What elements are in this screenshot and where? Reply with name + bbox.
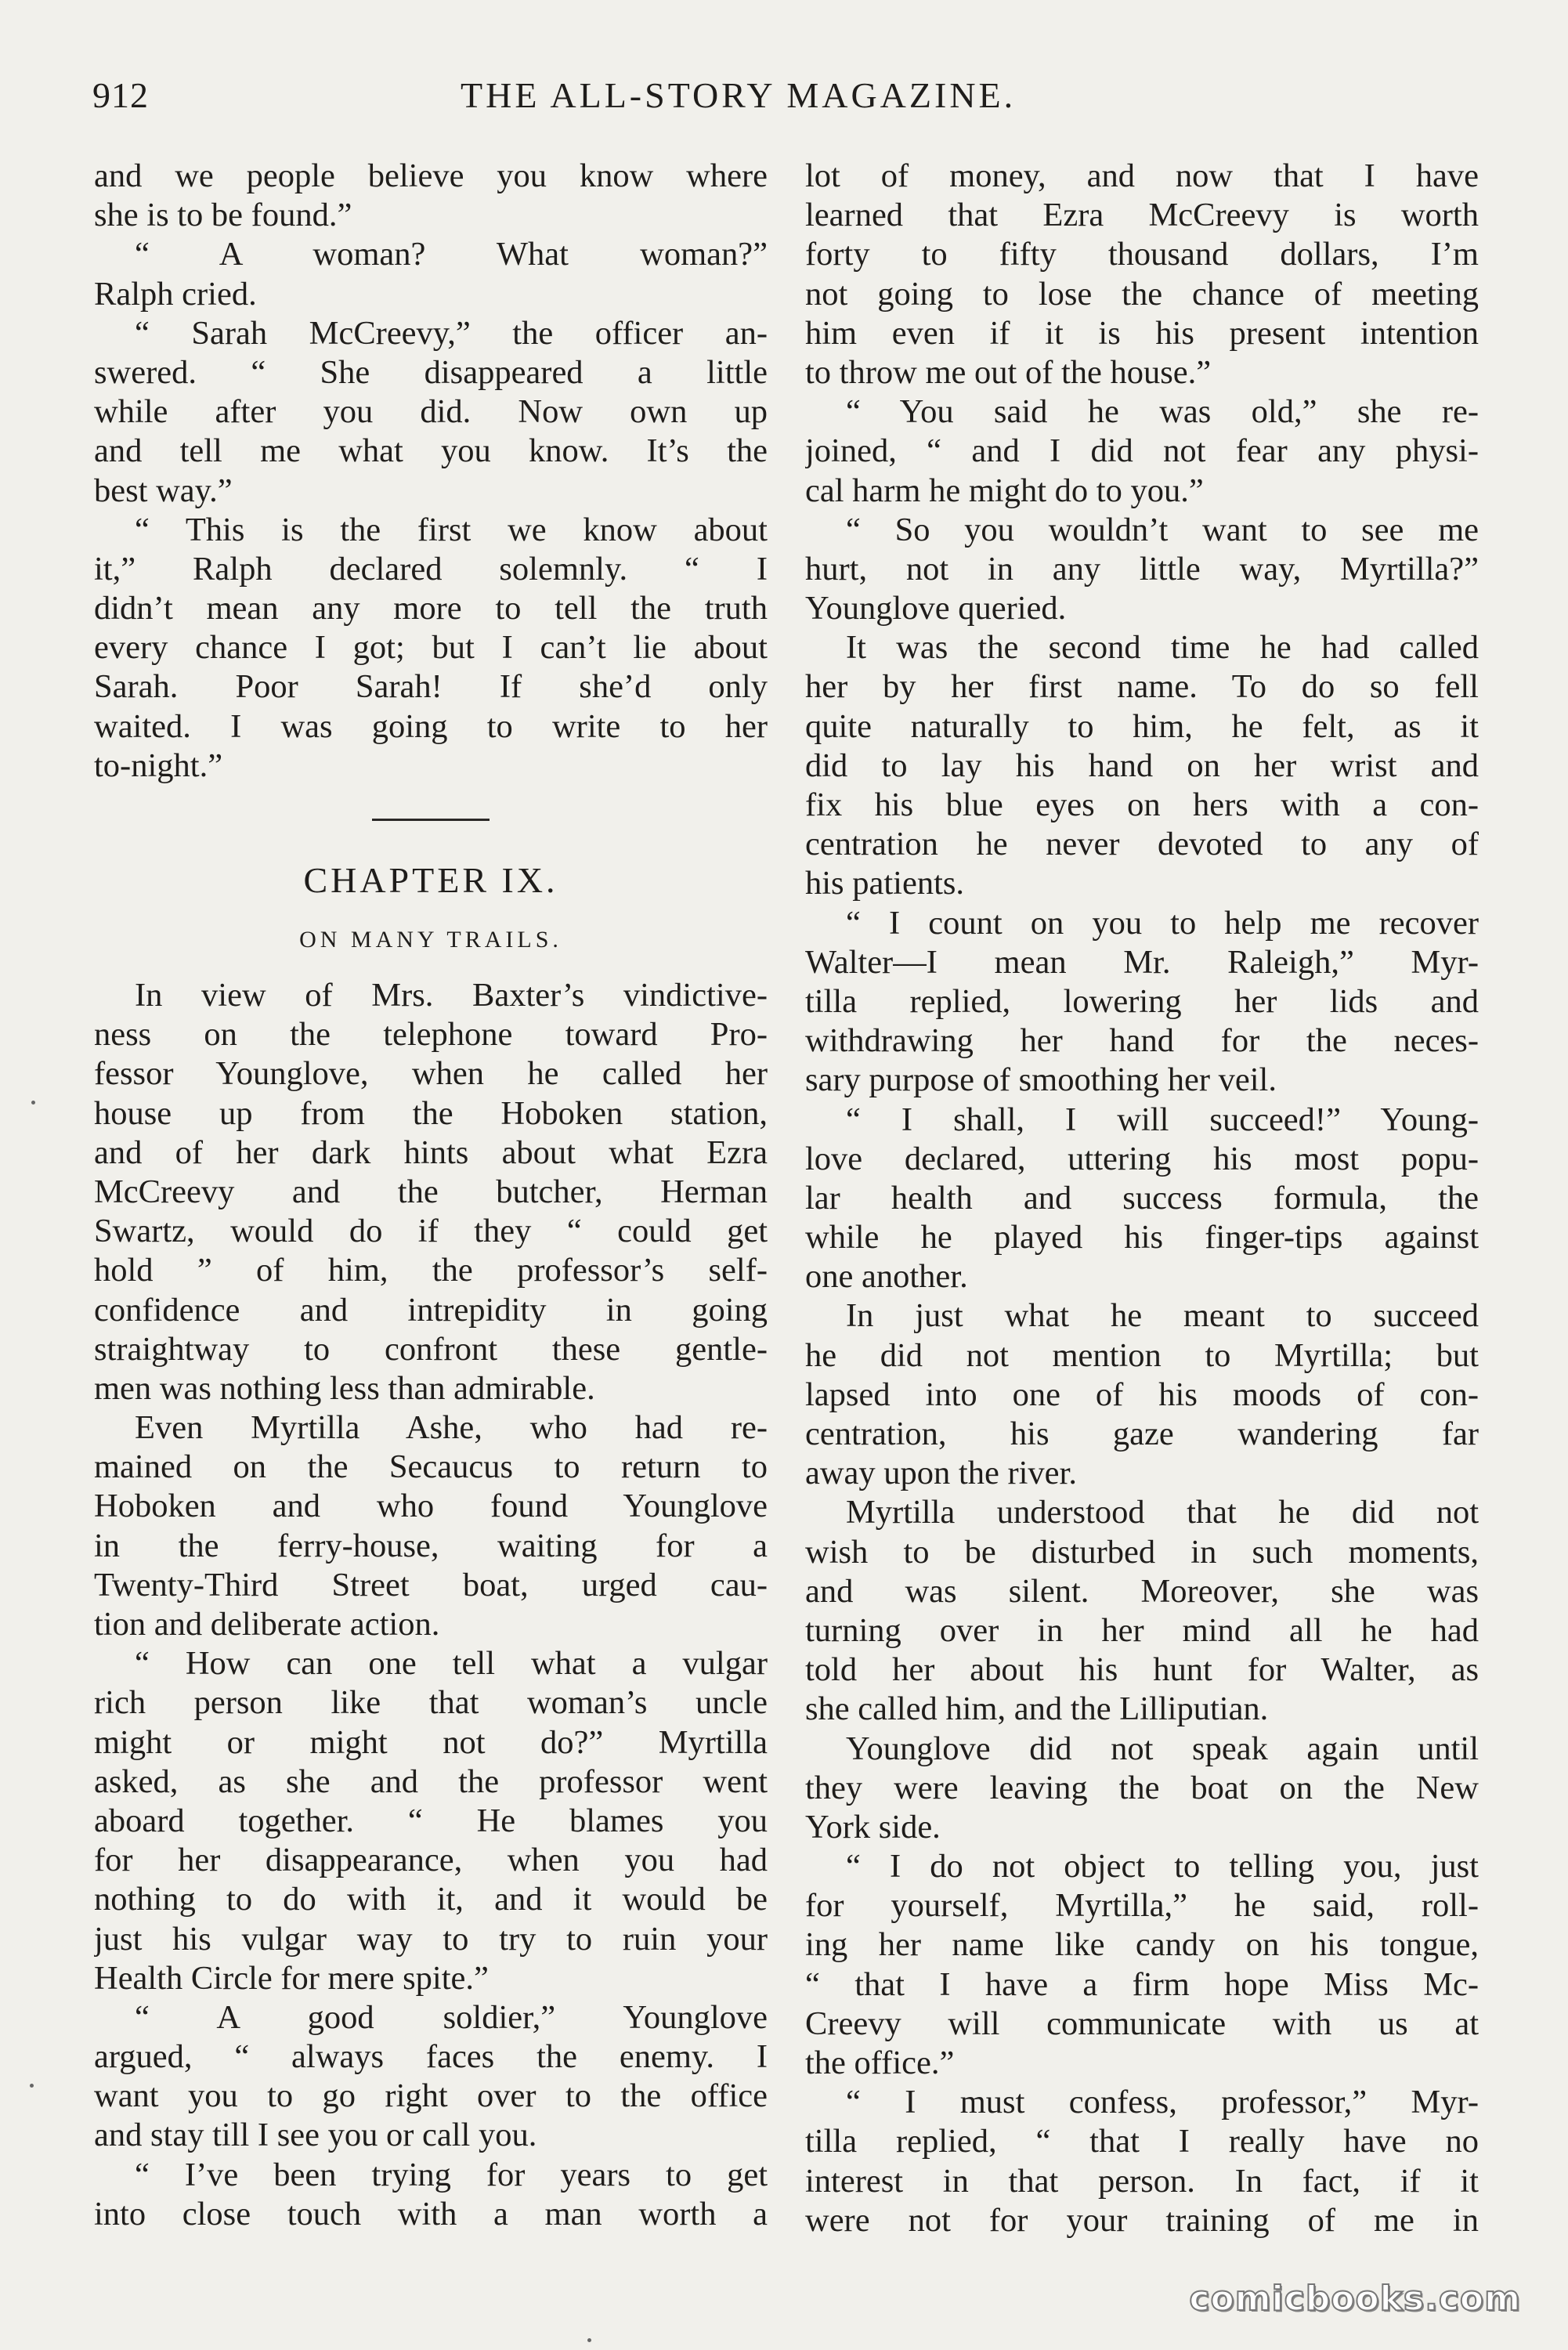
text-line: mained on the Secaucus to return to [94,1448,768,1486]
text-line: just his vulgar way to try to ruin your [94,1920,768,1958]
text-line: It was the second time he had called [846,629,1479,667]
text-line: wish to be disturbed in such moments, [805,1533,1479,1571]
text-line: Even Myrtilla Ashe, who had re- [135,1409,768,1447]
text-line: McCreevy and the butcher, Herman [94,1173,768,1210]
paper-speck [30,2084,34,2088]
text-line: confidence and intrepidity in going [94,1291,768,1329]
text-line: “ I shall, I will succeed!” Young- [846,1101,1479,1138]
left-text-after-chapter [94,976,768,2234]
text-line: aboard together. “ He blames you [94,1802,768,1839]
text-line: centration, his gaze wandering far [805,1415,1479,1452]
text-line: fix his blue eyes on hers with a con- [805,786,1479,823]
text-line: and tell me what you know. It’s the [94,432,768,470]
text-line: away upon the river. [805,1455,1077,1492]
text-line: waited. I was going to write to her [94,707,768,745]
text-line: ness on the telephone toward Pro- [94,1016,768,1054]
text-line: joined, “ and I did not fear any physi- [805,432,1479,470]
text-line: it,” Ralph declared solemnly. “ I [94,550,768,588]
text-line: rich person like that woman’s uncle [94,1684,768,1722]
text-line: quite naturally to him, he felt, as it [805,707,1479,745]
text-line: they were leaving the boat on the New [805,1769,1479,1806]
text-line: Hoboken and who found Younglove [94,1488,768,1525]
text-line: he did not mention to Myrtilla; but [805,1336,1479,1374]
text-line: Younglove did not speak again until [846,1730,1479,1767]
text-line: In just what he meant to succeed [846,1297,1479,1335]
text-line: lot of money, and now that I have [805,157,1479,194]
text-line: to throw me out of the house.” [805,353,1212,391]
text-line: his patients. [805,865,965,902]
text-line: Ralph cried. [94,275,257,313]
text-line: swered. “ She disappeared a little [94,353,768,391]
paper-speck [31,1101,35,1104]
text-line: and of her dark hints about what Ezra [94,1133,768,1171]
chapter-divider [372,819,490,821]
text-line: ing her name like candy on his tongue, [805,1926,1479,1964]
text-line: Walter—I mean Mr. Raleigh,” Myr- [805,943,1479,981]
text-line: tilla replied, lowering her lids and [805,982,1479,1020]
text-line: didn’t mean any more to tell the truth [94,590,768,627]
text-line: Creevy will communicate with us at [805,2005,1479,2042]
text-line: centration he never devoted to any of [805,826,1479,863]
text-line: learned that Ezra McCreevy is worth [805,197,1479,234]
text-line: sary purpose of smoothing her veil. [805,1061,1277,1099]
text-line: York side. [805,1808,941,1846]
left-column [94,157,768,2234]
text-line: Twenty-Third Street boat, urged cau- [94,1566,768,1603]
text-line: him even if it is his present intention [805,314,1479,352]
text-line: to-night.” [94,747,223,784]
running-head [92,74,1479,129]
watermark-logo: comicbooks.com [1189,2279,1521,2319]
text-line: forty to fifty thousand dollars, I’m [805,236,1479,273]
text-line: Health Circle for mere spite.” [94,1959,489,1997]
text-line: tion and deliberate action. [94,1606,440,1643]
text-line: for her disappearance, when you had [94,1842,768,1879]
text-line: her by her first name. To do so fell [805,668,1479,706]
text-line: one another. [805,1258,968,1296]
text-line: Myrtilla understood that he did not [846,1494,1479,1531]
text-line: into close touch with a man worth a [94,2195,768,2232]
text-line: love declared, uttering his most popu- [805,1140,1479,1177]
right-text [805,157,1479,2240]
text-line: want you to go right over to the office [94,2077,768,2115]
left-text-before-chapter [94,157,768,786]
text-line: turning over in her mind all he had [805,1611,1479,1649]
text-line: “ How can one tell what a vulgar [135,1645,768,1683]
text-line: “ I do not object to telling you, just [846,1848,1479,1885]
text-line: for yourself, Myrtilla,” he said, roll- [805,1887,1479,1925]
text-line: Sarah. Poor Sarah! If she’d only [94,668,768,706]
text-line: “ A good soldier,” Younglove [135,1998,768,2036]
text-line: Swartz, would do if they “ could get [94,1213,768,1250]
text-line: Younglove queried. [805,590,1067,627]
text-line: and stay till I see you or call you. [94,2117,537,2154]
text-line: lapsed into one of his moods of con- [805,1376,1479,1413]
text-line: “ A woman? What woman?” [135,236,768,273]
text-line: the office.” [805,2044,955,2081]
paper-speck [587,2338,591,2342]
text-line: every chance I got; but I can’t lie about [94,629,768,667]
text-line: and was silent. Moreover, she was [805,1572,1479,1610]
text-line: In view of Mrs. Baxter’s vindictive- [135,977,768,1014]
text-line: not going to lose the chance of meeting [805,275,1479,313]
text-line: hold ” of him, the professor’s self- [94,1252,768,1289]
text-line: argued, “ always faces the enemy. I [94,2038,768,2076]
text-line: men was nothing less than admirable. [94,1369,595,1407]
text-line: nothing to do with it, and it would be [94,1881,768,1918]
text-line: house up from the Hoboken station, [94,1094,768,1132]
text-line: she called him, and the Lilliputian. [805,1690,1269,1728]
text-line: straightway to confront these gentle- [94,1330,768,1368]
text-line: “ You said he was old,” she re- [846,393,1479,431]
chapter-subtitle: ON MANY TRAILS. [299,927,562,953]
text-line: were not for your training of me in [805,2201,1479,2239]
text-line: while after you did. Now own up [94,393,768,431]
text-line: hurt, not in any little way, Myrtilla?” [805,550,1479,588]
text-line: fessor Younglove, when he called her [94,1055,768,1093]
text-line: best way.” [94,472,233,509]
text-line: “ I’ve been trying for years to get [135,2156,768,2193]
text-line: while he played his finger-tips against [805,1219,1479,1256]
text-line: did to lay his hand on her wrist and [805,747,1479,784]
text-line: “ that I have a firm hope Miss Mc- [805,1965,1479,2003]
text-line: “ This is the first we know about [135,511,768,548]
right-column [805,157,1479,2240]
chapter-title: CHAPTER IX. [303,860,558,900]
text-line: interest in that person. In fact, if it [805,2162,1479,2200]
text-line: withdrawing her hand for the neces- [805,1022,1479,1060]
text-line: “ Sarah McCreevy,” the officer an- [135,314,768,352]
text-line: might or might not do?” Myrtilla [94,1723,768,1761]
text-line: and we people believe you know where [94,157,768,194]
text-line: lar health and success formula, the [805,1179,1479,1217]
text-line: “ So you wouldn’t want to see me [846,511,1479,548]
text-line: in the ferry-house, waiting for a [94,1527,768,1564]
text-line: “ I count on you to help me recover [846,904,1479,942]
text-line: cal harm he might do to you.” [805,472,1204,509]
text-line: “ I must confess, professor,” Myr- [846,2084,1479,2121]
magazine-title: THE ALL-STORY MAGAZINE. [461,75,1017,115]
text-line: asked, as she and the professor went [94,1762,768,1800]
page-number: 912 [92,75,149,115]
text-line: tilla replied, “ that I really have no [805,2123,1479,2160]
text-line: told her about his hunt for Walter, as [805,1651,1479,1689]
text-line: she is to be found.” [94,197,352,234]
